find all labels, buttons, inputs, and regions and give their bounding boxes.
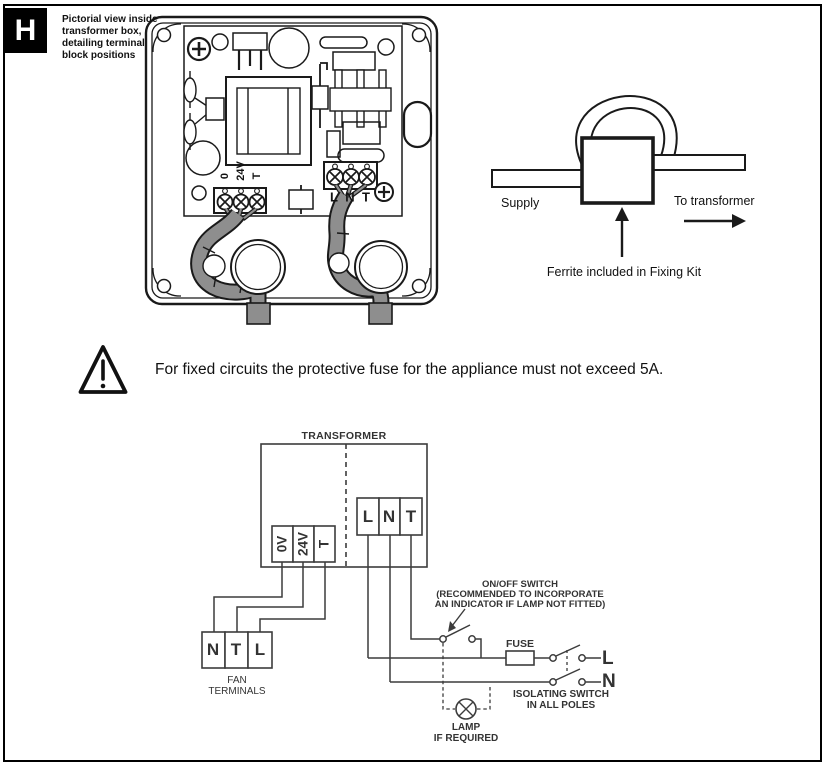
fan-terminal-l: L [254,640,266,659]
warning-text: For fixed circuits the protective fuse for the appliance must not exceed 5A. [155,361,664,378]
schematic-terminal-24v: 24V [295,531,311,557]
pictorial-terminal-t: T [251,172,263,180]
section-tag: H [4,8,47,53]
lamp-symbol [456,699,476,719]
neutral-label: N [602,671,616,692]
fan-terminal-n: N [206,640,220,659]
schematic-terminal-t: T [316,539,332,549]
ferrite-diagram [492,96,746,257]
pictorial-terminal-l: L [330,189,338,205]
isolating-switch-label: ISOLATING SWITCH IN ALL POLES [513,689,609,711]
pictorial-terminal-t2: T [362,189,370,205]
warning-triangle-icon [81,347,126,392]
live-label: L [602,648,614,669]
fuse-label: FUSE [505,638,534,650]
onoff-switch-symbol [440,625,475,642]
side-slot [404,102,431,147]
isolating-switch-symbol [550,645,585,685]
pictorial-diagram [146,17,437,324]
up-arrow-icon [615,207,629,257]
section-caption: Pictorial view inside transformer box, detailing terminal block positions [62,14,158,61]
supply-label: Supply [501,196,540,210]
fan-terminals-caption: FAN TERMINALS [208,675,266,697]
schematic-terminal-n: N [382,507,396,526]
lamp-label: LAMP IF REQUIRED [433,722,499,744]
schematic-terminal-t2: T [405,507,417,526]
pictorial-terminal-24v: 24V [235,161,247,181]
to-transformer-label: To transformer [674,194,755,208]
transformer-label: TRANSFORMER [301,430,387,442]
schematic-terminal-l: L [362,507,374,526]
pictorial-terminal-n: N [345,189,355,205]
transformer-cable [650,155,745,170]
screw-icon [375,183,393,201]
transformer-component [226,77,311,165]
right-arrow-icon [684,214,746,228]
ferrite-core [582,138,653,203]
screw-icon [188,38,210,60]
onoff-switch-label: ON/OFF SWITCH (RECOMMENDED TO INCORPORATE AN INDICATOR IF LAMP NOT FITTED) [434,579,606,610]
schematic-terminal-0v: 0V [274,535,290,553]
fan-terminal-t: T [230,640,242,659]
fuse-symbol [506,651,534,665]
pictorial-terminal-0v: 0 [219,172,231,180]
ferrite-caption: Ferrite included in Fixing Kit [546,265,702,279]
supply-cable [492,170,584,187]
